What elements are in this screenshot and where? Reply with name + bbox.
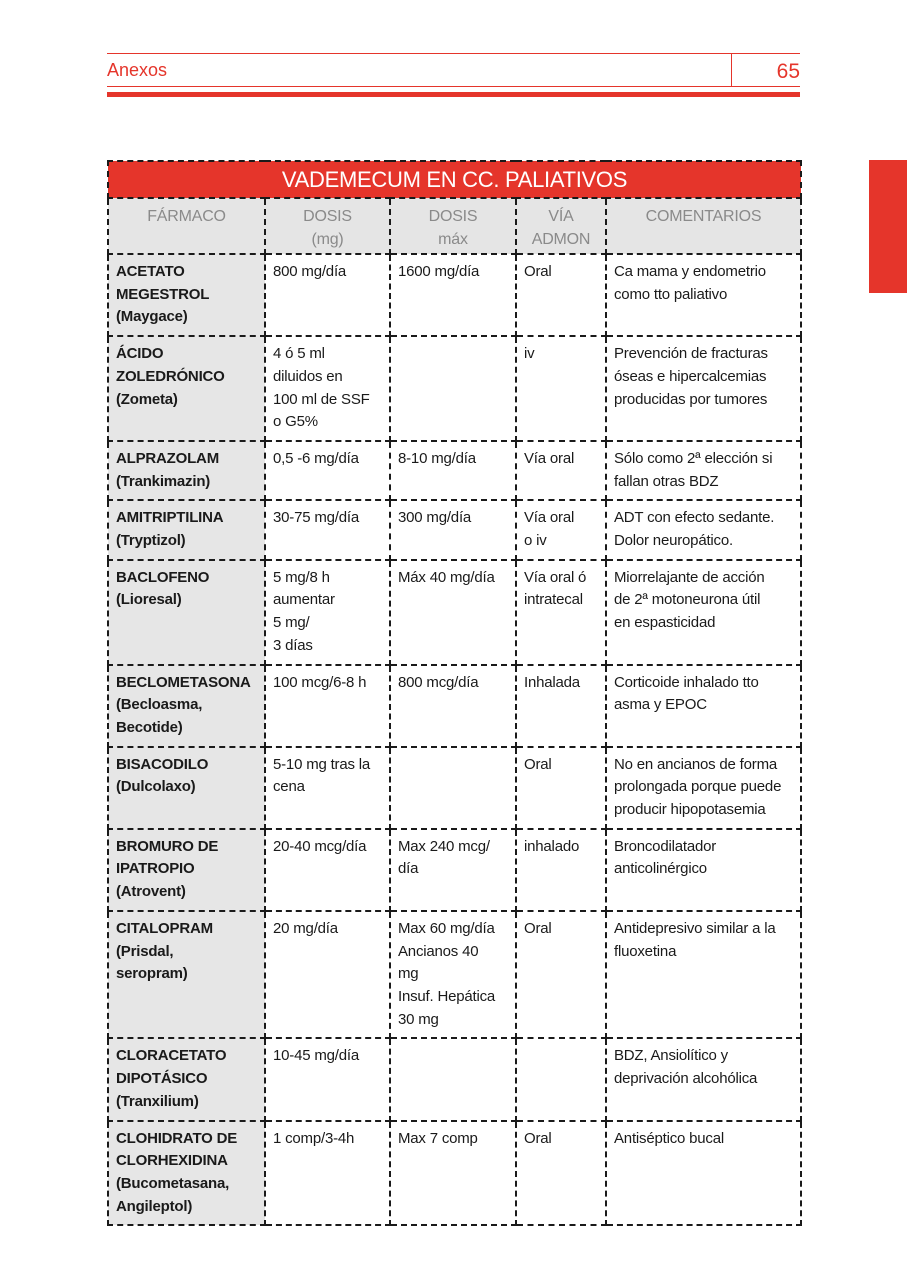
cell-line: 5 mg/ (273, 614, 310, 632)
cell-line: 8-10 mg/día (398, 449, 476, 467)
drug-name-cell (108, 254, 265, 336)
table-row (108, 665, 801, 747)
cell-line: Inhalada (524, 673, 580, 691)
comments-cell (606, 441, 801, 500)
table-row (108, 254, 801, 336)
cell-line: ALPRAZOLAM (116, 449, 219, 467)
cell-line: Ca mama y endometrio (614, 263, 766, 280)
cell-line: CLOHIDRATO DE (116, 1129, 238, 1147)
cell-line: Prevención de fracturas (614, 345, 768, 363)
cell-line: Becotide) (116, 718, 183, 736)
cell-line: IPATROPIO (116, 860, 195, 878)
column-header-text: COMENTARIOS (645, 208, 762, 225)
cell-line: Max 240 mcg/ (398, 837, 490, 855)
cell-line: Antiséptico bucal (614, 1129, 725, 1147)
dose-cell (265, 254, 390, 336)
column-header-via (516, 198, 606, 254)
table-body (108, 254, 801, 1225)
header-rule-thin (107, 86, 800, 87)
cell-line: (Tranxilium) (116, 1092, 199, 1110)
cell-line: deprivación alcohólica (614, 1070, 758, 1088)
route-cell (516, 1038, 606, 1120)
cell-line: Max 7 comp (398, 1129, 478, 1147)
cell-line: en espasticidad (614, 614, 716, 632)
section-title: Anexos (107, 60, 168, 80)
max-dose-cell (390, 441, 516, 500)
cell-line: 20 mg/día (273, 919, 338, 937)
dose-cell (265, 1121, 390, 1226)
column-header-row (108, 198, 801, 254)
table-row (108, 747, 801, 829)
drug-name-cell (108, 665, 265, 747)
dose-cell (265, 911, 390, 1039)
column-header-text: FÁRMACO (147, 208, 226, 225)
column-header-dosis-max (390, 198, 516, 254)
cell-line: inhalado (524, 837, 580, 855)
cell-line: (Tryptizol) (116, 532, 186, 550)
column-header-text: máx (438, 231, 468, 248)
cell-line: BISACODILO (116, 755, 209, 773)
comments-cell (606, 336, 801, 441)
drug-name-cell (108, 911, 265, 1039)
section-tab-marker (869, 160, 907, 293)
cell-line: ACETATO (116, 263, 185, 280)
cell-line: 1 comp/3-4h (273, 1129, 355, 1147)
cell-line: CLORACETATO (116, 1047, 227, 1065)
dose-cell (265, 747, 390, 829)
comments-cell (606, 560, 801, 665)
cell-line: BECLOMETASONA (116, 673, 251, 691)
max-dose-cell (390, 911, 516, 1039)
dose-cell (265, 665, 390, 747)
cell-line: (Maygace) (116, 308, 188, 326)
cell-line: No en ancianos de forma (614, 755, 778, 773)
drug-name-cell (108, 500, 265, 559)
cell-line: 300 mg/día (398, 509, 472, 527)
cell-line: 100 mcg/6-8 h (273, 673, 367, 691)
drug-name-cell (108, 1038, 265, 1120)
page-number: 65 (776, 60, 800, 83)
column-header-text: DOSIS (303, 208, 352, 225)
column-header-text: (mg) (311, 231, 344, 248)
route-cell (516, 747, 606, 829)
cell-line: Vía oral ó (524, 568, 587, 586)
table-row (108, 336, 801, 441)
dose-cell (265, 829, 390, 911)
max-dose-cell (390, 254, 516, 336)
route-cell (516, 665, 606, 747)
dose-cell (265, 560, 390, 665)
route-cell (516, 441, 606, 500)
header-divider (731, 54, 732, 86)
dose-cell (265, 1038, 390, 1120)
drug-name-cell (108, 1121, 265, 1226)
cell-line: 5-10 mg tras la (273, 755, 371, 773)
cell-line: fallan otras BDZ (614, 472, 719, 490)
cell-line: mg (398, 965, 419, 983)
table-row (108, 1121, 801, 1226)
cell-line: Insuf. Hepática (398, 987, 496, 1005)
cell-line: CLORHEXIDINA (116, 1152, 228, 1170)
dose-cell (265, 336, 390, 441)
cell-line: seropram) (116, 965, 188, 983)
cell-line: anticolinérgico (614, 860, 707, 878)
route-cell (516, 500, 606, 559)
column-header-farmaco (108, 198, 265, 254)
cell-line: 100 ml de SSF (273, 390, 370, 408)
dose-cell (265, 500, 390, 559)
route-cell (516, 1121, 606, 1226)
column-header-dosis (265, 198, 390, 254)
cell-line: AMITRIPTILINA (116, 509, 224, 527)
cell-line: (Lioresal) (116, 591, 182, 609)
table-row (108, 500, 801, 559)
table-title: VADEMECUM EN CC. PALIATIVOS (108, 161, 801, 198)
max-dose-cell (390, 665, 516, 747)
cell-line: Máx 40 mg/día (398, 568, 495, 586)
route-cell (516, 560, 606, 665)
cell-line: (Prisdal, (116, 942, 174, 960)
max-dose-cell (390, 747, 516, 829)
drug-name-cell (108, 829, 265, 911)
comments-cell (606, 1121, 801, 1226)
cell-line: 1600 mg/día (398, 263, 480, 280)
cell-line: 0,5 -6 mg/día (273, 449, 359, 467)
table-row (108, 911, 801, 1039)
cell-line: óseas e hipercalcemias (614, 367, 767, 385)
cell-line: Oral (524, 1129, 552, 1147)
cell-line: Oral (524, 919, 552, 937)
header-rule-thick (107, 92, 800, 97)
comments-cell (606, 1038, 801, 1120)
max-dose-cell (390, 560, 516, 665)
cell-line: ZOLEDRÓNICO (116, 367, 225, 385)
route-cell (516, 829, 606, 911)
cell-line: 3 días (273, 636, 313, 654)
route-cell (516, 254, 606, 336)
column-header-text: VÍA (548, 208, 574, 225)
cell-line: 20-40 mcg/día (273, 837, 367, 855)
cell-line: (Zometa) (116, 390, 178, 408)
cell-line: 800 mcg/día (398, 673, 479, 691)
cell-line: producir hipopotasemia (614, 801, 766, 819)
vademecum-table (107, 160, 802, 1226)
max-dose-cell (390, 1121, 516, 1226)
cell-line: o G5% (273, 413, 318, 431)
max-dose-cell (390, 1038, 516, 1120)
table-row (108, 1038, 801, 1120)
cell-line: iv (524, 345, 535, 363)
cell-line: día (398, 860, 419, 878)
drug-name-cell (108, 560, 265, 665)
dose-cell (265, 441, 390, 500)
cell-line: Broncodilatador (614, 837, 717, 855)
drug-name-cell (108, 336, 265, 441)
cell-line: 5 mg/8 h (273, 568, 330, 586)
cell-line: BROMURO DE (116, 837, 219, 855)
column-header-text: DOSIS (428, 208, 478, 225)
max-dose-cell (390, 336, 516, 441)
cell-line: (Trankimazin) (116, 472, 211, 490)
cell-line: o iv (524, 532, 547, 550)
cell-line: 4 ó 5 ml (273, 345, 325, 363)
cell-line: prolongada porque puede (614, 778, 782, 796)
max-dose-cell (390, 829, 516, 911)
cell-line: BDZ, Ansiolítico y (614, 1047, 728, 1065)
cell-line: (Dulcolaxo) (116, 778, 196, 796)
cell-line: Dolor neuropático. (614, 532, 733, 550)
cell-line: Miorrelajante de acción (614, 568, 765, 586)
cell-line: CITALOPRAM (116, 919, 213, 937)
cell-line: Angileptol) (116, 1197, 193, 1215)
cell-line: aumentar (273, 591, 335, 609)
cell-line: diluidos en (273, 367, 343, 385)
comments-cell (606, 665, 801, 747)
cell-line: producidas por tumores (614, 390, 768, 408)
comments-cell (606, 254, 801, 336)
cell-line: Corticoide inhalado tto (614, 673, 759, 691)
cell-line: fluoxetina (614, 942, 677, 960)
cell-line: Vía oral (524, 509, 575, 527)
drug-name-cell (108, 441, 265, 500)
drug-name-cell (108, 747, 265, 829)
cell-line: intratecal (524, 591, 583, 609)
cell-line: Vía oral (524, 449, 575, 467)
cell-line: Sólo como 2ª elección si (614, 449, 773, 467)
max-dose-cell (390, 500, 516, 559)
cell-line: de 2ª motoneurona útil (614, 591, 761, 609)
table-row (108, 829, 801, 911)
comments-cell (606, 829, 801, 911)
table-row (108, 441, 801, 500)
cell-line: 10-45 mg/día (273, 1047, 359, 1065)
column-header-text: ADMON (531, 231, 591, 248)
cell-line: MEGESTROL (116, 285, 210, 303)
cell-line: (Becloasma, (116, 696, 203, 714)
cell-line: cena (273, 778, 305, 796)
cell-line: Ancianos 40 (398, 942, 479, 960)
cell-line: Oral (524, 263, 552, 280)
cell-line: 30-75 mg/día (273, 509, 359, 527)
route-cell (516, 911, 606, 1039)
cell-line: (Bucometasana, (116, 1174, 230, 1192)
cell-line: Antidepresivo similar a la (614, 919, 776, 937)
comments-cell (606, 911, 801, 1039)
table-row (108, 560, 801, 665)
header-rule-top (107, 53, 800, 54)
cell-line: 30 mg (398, 1010, 439, 1028)
comments-cell (606, 747, 801, 829)
cell-line: DIPOTÁSICO (116, 1070, 208, 1088)
cell-line: ÁCIDO (116, 345, 164, 363)
cell-line: BACLOFENO (116, 568, 210, 586)
cell-line: asma y EPOC (614, 696, 707, 714)
cell-line: (Atrovent) (116, 883, 186, 901)
comments-cell (606, 500, 801, 559)
cell-line: como tto paliativo (614, 285, 728, 303)
cell-line: Max 60 mg/día (398, 919, 495, 937)
column-header-comentarios (606, 198, 801, 254)
route-cell (516, 336, 606, 441)
cell-line: ADT con efecto sedante. (614, 509, 775, 527)
cell-line: 800 mg/día (273, 263, 347, 280)
cell-line: Oral (524, 755, 552, 773)
